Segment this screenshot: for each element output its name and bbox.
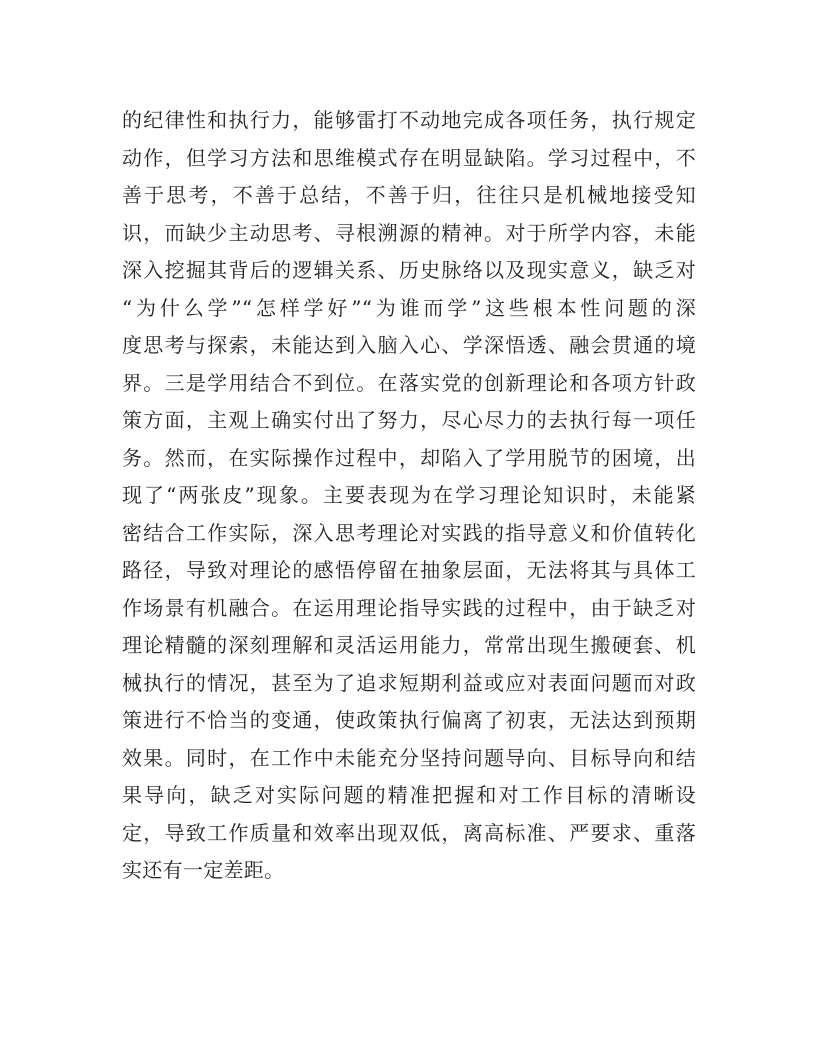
text-line-11: 现了“两张皮”现象。主要表现为在学习理论知识时，未能紧	[122, 483, 696, 507]
text-line-18: 效果。同时，在工作中未能充分坚持问题导向、目标导向和结	[122, 745, 696, 770]
text-line-5: 深入挖掘其背后的逻辑关系、历史脉络以及现实意义，缺乏对	[122, 258, 696, 282]
text-line-20: 定，导致工作质量和效率出现双低，离高标准、严要求、重落	[122, 820, 696, 845]
text-line-10: 务。然而，在实际操作过程中，却陷入了学用脱节的困境，出	[122, 445, 696, 470]
text-line-2: 动作，但学习方法和思维模式存在明显缺陷。学习过程中，不	[122, 145, 696, 170]
text-line-3: 善于思考，不善于总结，不善于归，往往只是机械地接受知	[122, 183, 696, 207]
text-line-14: 作场景有机融合。在运用理论指导实践的过程中，由于缺乏对	[122, 595, 696, 620]
text-line-7: 度思考与探索，未能达到入脑入心、学深悟透、融会贯通的境	[122, 333, 696, 357]
text-line-6: “为什么学”“怎样学好”“为谁而学”这些根本性问题的深	[122, 295, 696, 320]
body-text	[122, 102, 696, 890]
text-line-17: 策进行不恰当的变通，使政策执行偏离了初衷，无法达到预期	[122, 708, 696, 732]
text-line-8: 界。三是学用结合不到位。在落实党的创新理论和各项方针政	[122, 370, 696, 395]
text-line-9: 策方面，主观上确实付出了努力，尽心尽力的去执行每一项任	[122, 408, 696, 432]
text-line-16: 械执行的情况，甚至为了追求短期利益或应对表面问题而对政	[122, 670, 696, 695]
text-line-13: 路径，导致对理论的感悟停留在抽象层面，无法将其与具体工	[122, 558, 696, 582]
text-line-1: 的纪律性和执行力，能够雷打不动地完成各项任务，执行规定	[122, 108, 696, 132]
text-line-4: 识，而缺少主动思考、寻根溯源的精神。对于所学内容，未能	[122, 220, 696, 245]
text-line-15: 理论精髓的深刻理解和灵活运用能力，常常出现生搬硬套、机	[122, 633, 696, 657]
text-line-21: 实还有一定差距。	[122, 858, 285, 882]
text-line-19: 果导向，缺乏对实际问题的精准把握和对工作目标的清晰设	[122, 783, 696, 807]
text-line-12: 密结合工作实际，深入思考理论对实践的指导意义和价值转化	[122, 520, 696, 545]
